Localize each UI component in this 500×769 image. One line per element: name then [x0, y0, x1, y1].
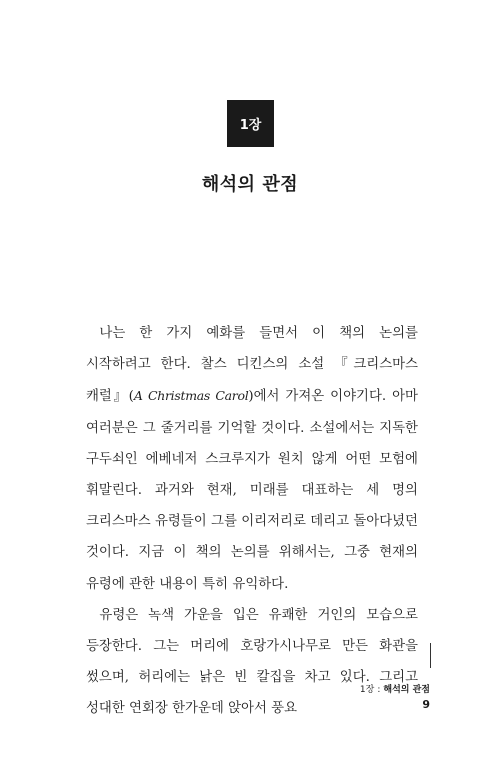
- chapter-number-badge: [227, 100, 274, 147]
- chapter-title: 해석의 관점: [201, 174, 299, 195]
- footer-separator: :: [377, 685, 381, 695]
- page-number: 9: [422, 698, 430, 711]
- paragraph-1: [86, 318, 418, 600]
- footer-divider: [430, 643, 431, 668]
- paragraph-1-text-a: 나는 한 가지 예화를 들면서 이 책의 논의를 시작하려고 한다. 찰스 디킨스의 소설 『크리스마스 캐럴』(: [86, 326, 418, 405]
- chapter-number-label: 1장: [239, 118, 262, 133]
- body-text: [86, 318, 418, 725]
- footer-chapter-label: 1장: [359, 685, 375, 695]
- footer-chapter-title: 해석의 관점: [383, 685, 430, 695]
- paragraph-1-italic-title: A Christmas Carol: [133, 388, 249, 404]
- paragraph-1-text-b: )에서 가져온 이야기다. 아마 여러분은 그 줄거리를 기억할 것이다. 소설에서는 지독한 구두쇠인 에베네저 스크루지가 원치 않게 어떤 모험에 휘말린다. 과거와 현재, 미래를 대표하는 세 명의 크리스마스 유령들이 그를 이리저리로 데리고 돌아다녔던 것이다. 지금 이 책의 논의를 위해서는, 그중 현재의 유령에 관한 내용이 특히 유익하다.: [86, 389, 418, 592]
- running-footer: [360, 682, 430, 695]
- paragraph-2: 유령은 녹색 가운을 입은 유쾌한 거인의 모습으로 등장한다. 그는 머리에 호랑가시나무로 만든 화관을 썼으며, 허리에는 낡은 빈 칼집을 차고 있다. 그리고 성대한 연회장 한가운데 앉아서 풍요: [86, 607, 418, 717]
